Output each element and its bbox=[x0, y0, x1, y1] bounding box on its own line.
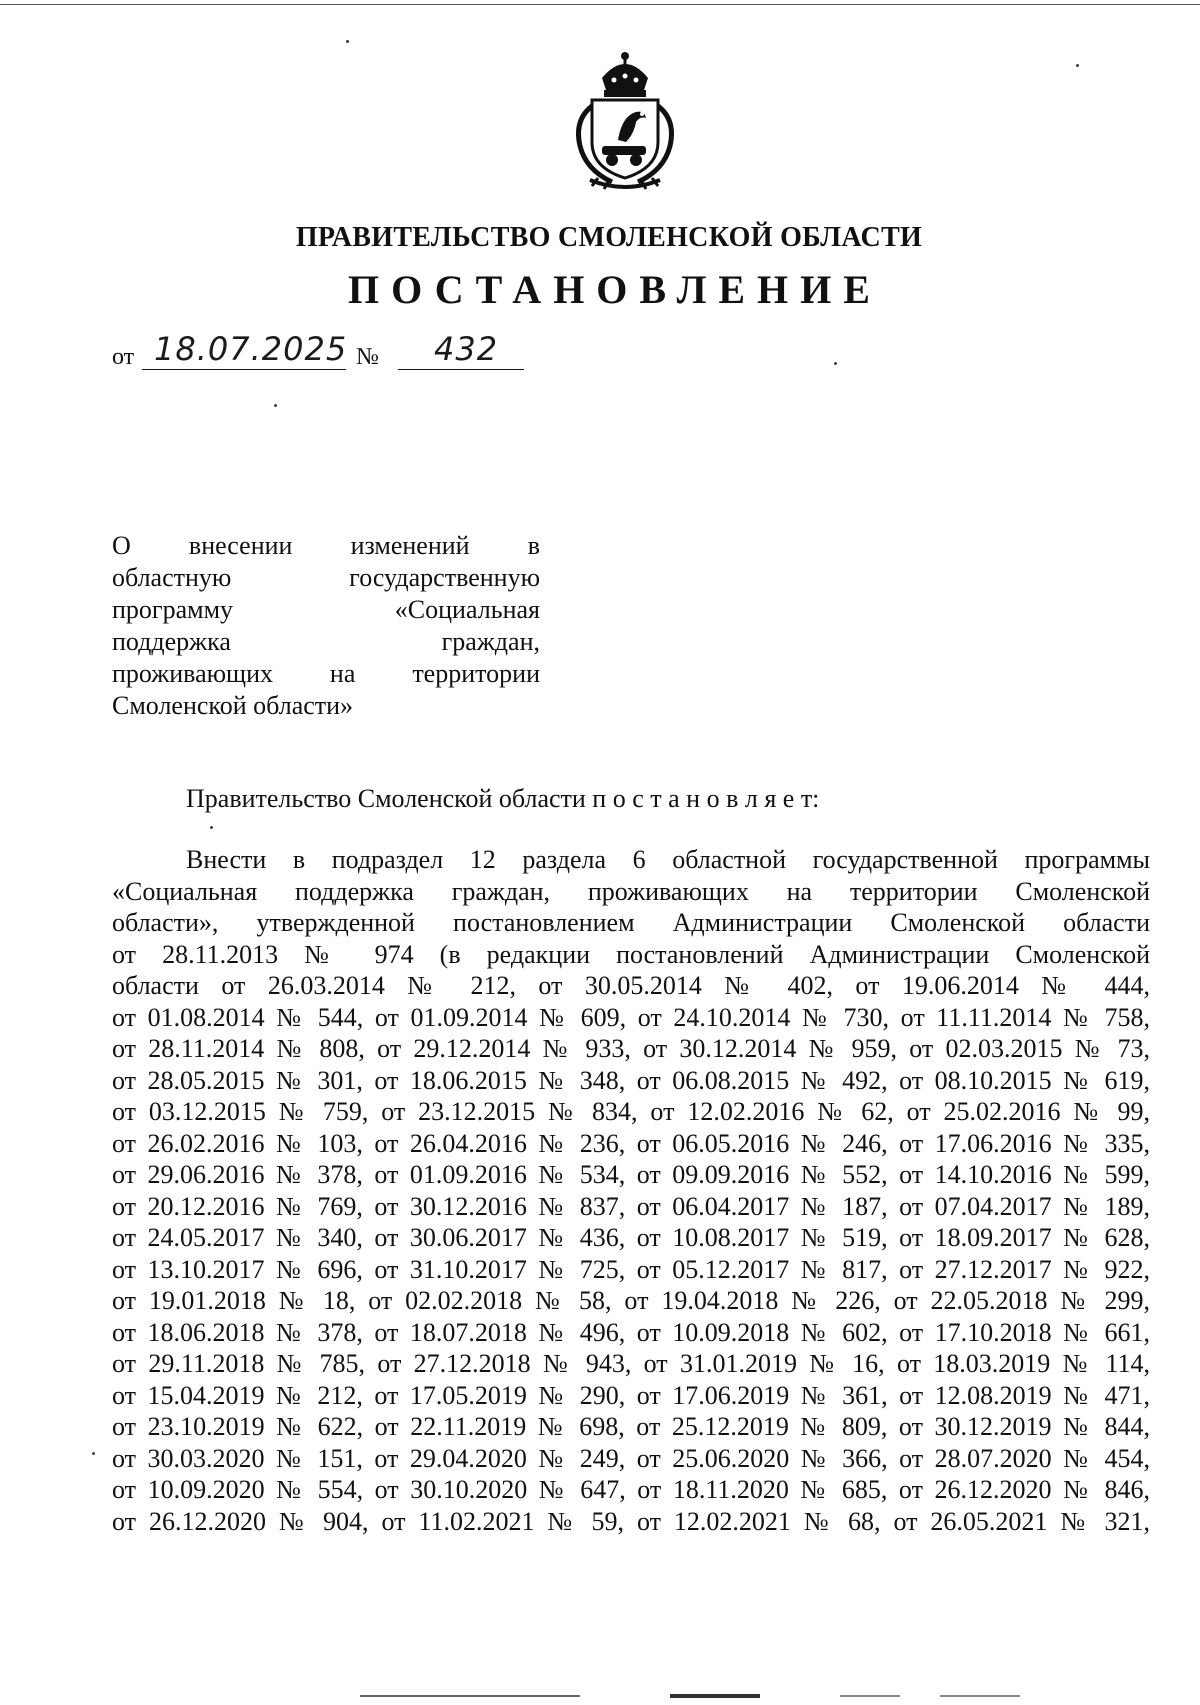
body-line: от 26.12.2020 № 904, от 11.02.2021 № 59, от 12.02.2021 № 68, от 26.05.2021 № 321, bbox=[112, 1506, 1150, 1536]
body-line: от 23.10.2019 № 622, от 22.11.2019 № 698, от 25.12.2019 № 809, от 30.12.2019 № 844, bbox=[112, 1412, 1150, 1441]
scan-bottom-marks bbox=[360, 1693, 1060, 1699]
body-line: от 28.05.2015 № 301, от 18.06.2015 № 348, от 06.08.2015 № 492, от 08.10.2015 № 619, bbox=[112, 1065, 1150, 1095]
document-subject bbox=[112, 530, 540, 722]
body-line: от 13.10.2017 № 696, от 31.10.2017 № 725, от 05.12.2017 № 817, от 27.12.2017 № 922, bbox=[112, 1254, 1150, 1284]
body-line: от 29.11.2018 № 785, от 27.12.2018 № 943, от 31.01.2019 № 16, от 18.03.2019 № 114, bbox=[112, 1349, 1150, 1378]
subject-line: О внесении изменений в bbox=[112, 531, 540, 560]
document-type-title: ПОСТАНОВЛЕНИЕ bbox=[348, 267, 882, 312]
organization-title: ПРАВИТЕЛЬСТВО СМОЛЕНСКОЙ ОБЛАСТИ bbox=[295, 222, 923, 253]
preamble-text: Правительство Смоленской области п о с т а н о в л я е т: bbox=[186, 784, 820, 813]
body-line: от 10.09.2020 № 554, от 30.10.2020 № 647, от 18.11.2020 № 685, от 26.12.2020 № 846, bbox=[112, 1475, 1150, 1504]
subject-line: проживающих на территории bbox=[112, 659, 540, 688]
body-line: от 30.03.2020 № 151, от 29.04.2020 № 249, от 25.06.2020 № 366, от 28.07.2020 № 454, bbox=[112, 1443, 1150, 1473]
body-line: области», утвержденной постановлением Администрации Смоленской области bbox=[112, 908, 1150, 937]
body-line: от 03.12.2015 № 759, от 23.12.2015 № 834, от 12.02.2016 № 62, от 25.02.2016 № 99, bbox=[112, 1097, 1150, 1126]
body-line: области от 26.03.2014 № 212, от 30.05.2014 № 402, от 19.06.2014 № 444, bbox=[112, 971, 1150, 1000]
scan-speck bbox=[210, 826, 213, 829]
body-line: от 19.01.2018 № 18, от 02.02.2018 № 58, от 19.04.2018 № 226, от 22.05.2018 № 299, bbox=[112, 1286, 1150, 1315]
date-handwritten: 18.07.2025 bbox=[142, 330, 346, 370]
body-line: от 01.08.2014 № 544, от 01.09.2014 № 609, от 24.10.2014 № 730, от 11.11.2014 № 758, bbox=[112, 1002, 1150, 1032]
document-body bbox=[112, 844, 1150, 1537]
subject-line: поддержка граждан, bbox=[112, 627, 540, 656]
smolensk-coat-of-arms-icon bbox=[562, 50, 688, 190]
scan-speck bbox=[346, 40, 349, 43]
body-line: Внести в подраздел 12 раздела 6 областной государственной программы bbox=[186, 845, 1150, 874]
body-line: от 26.02.2016 № 103, от 26.04.2016 № 236, от 06.05.2016 № 246, от 17.06.2016 № 335, bbox=[112, 1128, 1150, 1158]
subject-line: Смоленской области» bbox=[112, 691, 354, 720]
scan-speck bbox=[1076, 64, 1079, 67]
body-line: от 18.06.2018 № 378, от 18.07.2018 № 496, от 10.09.2018 № 602, от 17.10.2018 № 661, bbox=[112, 1317, 1150, 1347]
body-line: от 15.04.2019 № 212, от 17.05.2019 № 290, от 17.06.2019 № 361, от 12.08.2019 № 471, bbox=[112, 1380, 1150, 1410]
scan-top-edge-line bbox=[0, 4, 1200, 5]
body-line: от 28.11.2013 № 974 (в редакции постановлений Администрации Смоленской bbox=[112, 939, 1150, 969]
subject-line: областную государственную bbox=[112, 563, 540, 592]
scan-speck bbox=[834, 362, 837, 365]
body-line: от 28.11.2014 № 808, от 29.12.2014 № 933, от 30.12.2014 № 959, от 02.03.2015 № 73, bbox=[112, 1034, 1150, 1063]
body-line: «Социальная поддержка граждан, проживающих на территории Смоленской bbox=[112, 876, 1150, 906]
number-prefix: № bbox=[356, 344, 379, 370]
subject-line: программу «Социальная bbox=[112, 595, 540, 624]
date-prefix: от bbox=[112, 344, 135, 370]
scan-speck bbox=[92, 1452, 95, 1455]
body-line: от 24.05.2017 № 340, от 30.06.2017 № 436, от 10.08.2017 № 519, от 18.09.2017 № 628, bbox=[112, 1223, 1150, 1252]
body-line: от 29.06.2016 № 378, от 01.09.2016 № 534, от 09.09.2016 № 552, от 14.10.2016 № 599, bbox=[112, 1160, 1150, 1189]
number-handwritten: 432 bbox=[398, 330, 524, 370]
body-line: от 20.12.2016 № 769, от 30.12.2016 № 837, от 06.04.2017 № 187, от 07.04.2017 № 189, bbox=[112, 1191, 1150, 1221]
scan-speck bbox=[274, 404, 277, 407]
